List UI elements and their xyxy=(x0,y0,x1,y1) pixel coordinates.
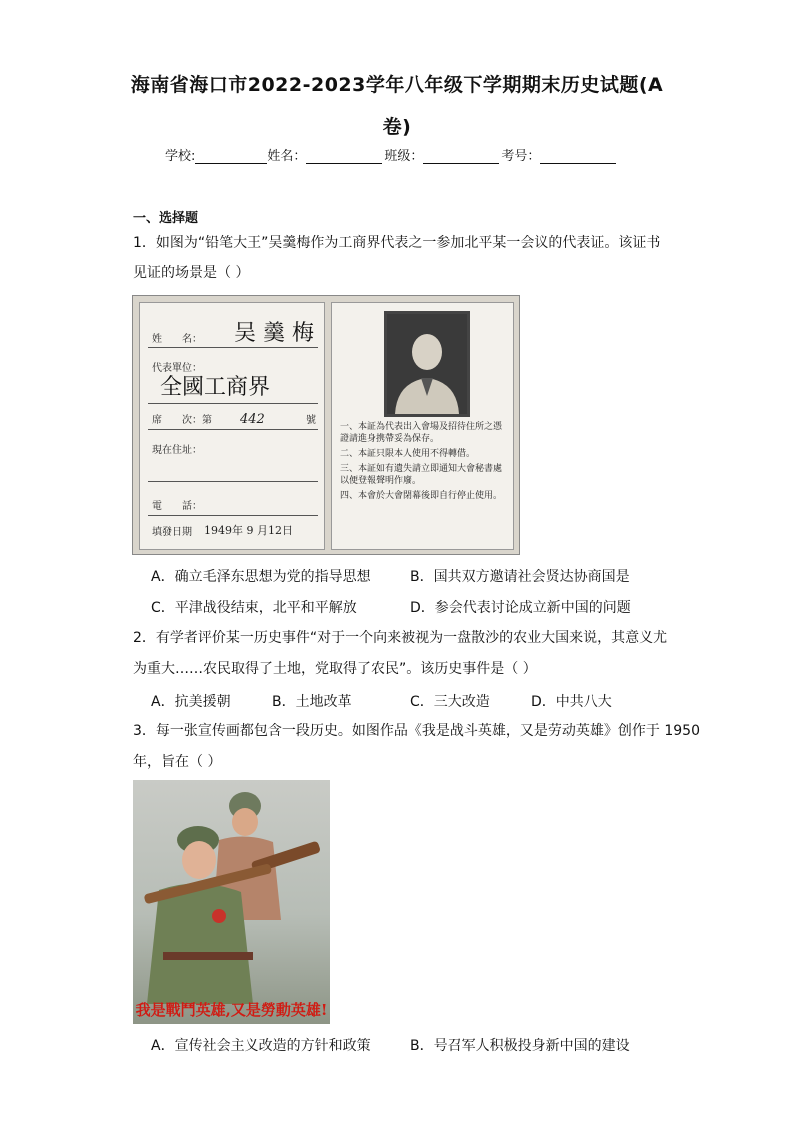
certificate-right-page xyxy=(331,302,514,550)
certificate-rules xyxy=(340,421,505,502)
name-blank[interactable] xyxy=(306,149,382,164)
q2-stem-line2: 为重大……农民取得了土地，党取得了农民”。该历史事件是（ ） xyxy=(133,661,537,677)
q3-option-b[interactable]: B．号召军人积极投身新中国的建设 xyxy=(410,1038,630,1054)
cert-unit-row xyxy=(148,353,318,404)
poster-figures-icon xyxy=(133,780,330,1024)
cert-unit-value: 全國工商界 xyxy=(160,375,271,400)
q1-option-b[interactable]: B．国共双方邀请社会贤达协商国是 xyxy=(410,569,630,585)
cert-rule-4: 四、本會於大會閉幕後即自行停止使用。 xyxy=(340,491,503,501)
q1-stem-line1: 1．如图为“铅笔大王”吴羹梅作为工商界代表之一参加北平某一会议的代表证。该证书 xyxy=(133,235,661,251)
q3-option-a[interactable]: A．宣传社会主义改造的方针和政策 xyxy=(151,1038,371,1054)
id-label: 考号： xyxy=(501,149,541,164)
q3-stem-line1: 3．每一张宣传画都包含一段历史。如图作品《我是战斗英雄，又是劳动英雄》创作于 1950 xyxy=(133,723,700,739)
name-label: 姓名： xyxy=(267,149,307,164)
cert-address-label: 現在住址： xyxy=(152,445,202,456)
cert-rule-2: 二、本証只限本人使用不得轉借。 xyxy=(340,449,476,459)
certificate-left-page xyxy=(139,302,325,550)
class-blank[interactable] xyxy=(423,149,499,164)
q3-stem-line2: 年，旨在（ ） xyxy=(133,754,222,770)
q2-option-a[interactable]: A．抗美援朝 xyxy=(151,694,231,710)
propaganda-poster-image xyxy=(133,780,330,1024)
section-title: 一、选择题 xyxy=(133,211,199,226)
cert-seat-suffix: 號 xyxy=(306,415,316,426)
cert-seat-value: 442 xyxy=(240,412,265,427)
cert-rule-1: 一、本証為代表出入會場及招待住所之憑證請進身携帶妥為保存。 xyxy=(340,422,503,444)
cert-phone-label: 電 話： xyxy=(152,501,202,512)
q1-option-a[interactable]: A．确立毛泽东思想为党的指导思想 xyxy=(151,569,371,585)
id-blank[interactable] xyxy=(540,149,616,164)
page-title: 海南省海口市2022-2023学年八年级下学期期末历史试题(A xyxy=(130,74,664,96)
cert-date-value: 1949年 9 月12日 xyxy=(204,524,293,537)
student-info-line xyxy=(165,145,616,164)
page-title-continued: 卷) xyxy=(382,116,412,138)
cert-seat-label: 席 次：第 xyxy=(152,415,212,426)
cert-phone-row xyxy=(148,485,318,516)
cert-name-label: 姓 名： xyxy=(152,334,202,345)
q2-stem-line1: 2．有学者评价某一历史事件“对于一个向来被视为一盘散沙的农业大国来说，其意义尤 xyxy=(133,630,668,646)
cert-unit-label: 代表單位： xyxy=(152,363,202,374)
cert-name-row xyxy=(148,321,318,348)
class-label: 班级： xyxy=(384,149,424,164)
cert-address-row xyxy=(148,433,318,482)
school-blank[interactable] xyxy=(195,149,267,164)
q2-option-c[interactable]: C．三大改造 xyxy=(410,694,490,710)
q1-stem-line2: 见证的场景是（ ） xyxy=(133,265,250,281)
cert-seat-row xyxy=(148,407,318,430)
q1-option-d[interactable]: D．参会代表讨论成立新中国的问题 xyxy=(410,600,631,616)
cert-name-value: 吴 羹 梅 xyxy=(234,321,314,346)
poster-caption: 我是戰鬥英雄,又是勞動英雄! xyxy=(135,1001,328,1019)
q1-option-c[interactable]: C．平津战役结束，北平和平解放 xyxy=(151,600,357,616)
cert-date-label: 填發日期 xyxy=(152,527,192,538)
delegate-portrait-photo xyxy=(384,311,470,417)
cert-rule-3: 三、本証如有遺失請立即通知大會秘書處以便登報聲明作廢。 xyxy=(340,464,503,486)
delegate-certificate-image xyxy=(132,295,520,555)
portrait-figure-icon xyxy=(387,314,467,414)
cert-date-row xyxy=(148,519,318,541)
q2-option-b[interactable]: B．土地改革 xyxy=(272,694,352,710)
q2-option-d[interactable]: D．中共八大 xyxy=(531,694,612,710)
school-label: 学校: xyxy=(165,149,196,164)
